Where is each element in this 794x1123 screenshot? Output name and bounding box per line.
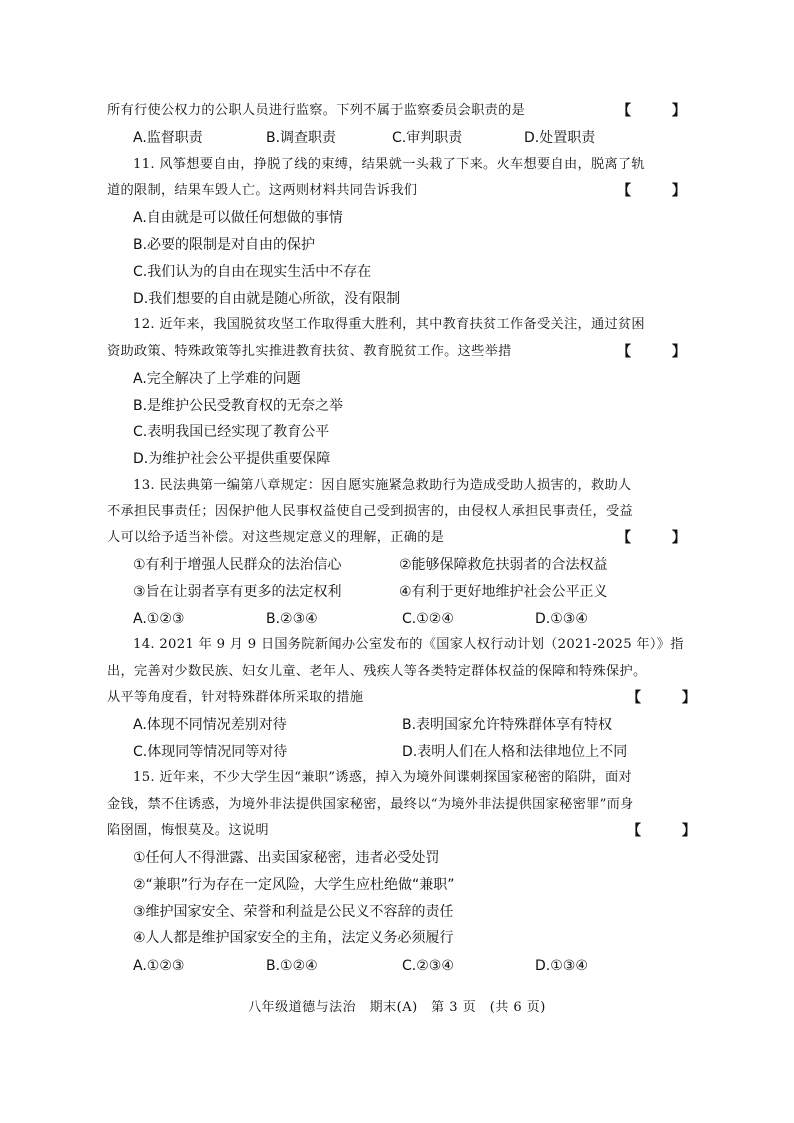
q11-option-b: B.必要的限制是对自由的保护 bbox=[133, 237, 316, 253]
q15-stem-line-1: 15. 近年来，不少大学生因“兼职”诱惑，掉入为境外间谍刺探国家秘密的陷阱，面对 bbox=[133, 770, 633, 785]
q12-option-b: B.是维护公民受教育权的无奈之举 bbox=[133, 398, 344, 414]
q15-stem-line-3: 陷囹圄，悔恨莫及。这说明 bbox=[107, 823, 269, 838]
q10-option-b: B.调查职责 bbox=[266, 130, 337, 146]
q12-answer-bracket: 【 】 bbox=[617, 344, 704, 360]
q14-stem-line-1: 14. 2021 年 9 月 9 日国务院新闻办公室发布的《国家人权行动计划（2021-2025 年）》指 bbox=[133, 637, 684, 652]
q14-answer-bracket: 【 】 bbox=[627, 690, 714, 706]
q13-stem-line-3: 人可以给予适当补偿。对这些规定意义的理解，正确的是 bbox=[107, 530, 445, 545]
q12-stem-line-2: 资助政策、特殊政策等扎实推进教育扶贫、教育脱贫工作。这些举措 bbox=[107, 344, 512, 359]
q15-statement-2: ②“兼职”行为存在一定风险，大学生应杜绝做“兼职” bbox=[133, 877, 455, 893]
q10-option-a: A.监督职责 bbox=[133, 130, 203, 146]
q11-stem-line-2: 道的限制，结果车毁人亡。这两则材料共同告诉我们 bbox=[107, 183, 418, 198]
q13-stem-line-1: 13. 民法典第一编第八章规定：因自愿实施紧急救助行为造成受助人损害的，救助人 bbox=[133, 478, 632, 493]
q14-option-c: C.体现同等情况同等对待 bbox=[133, 744, 288, 760]
q15-statement-1: ①任何人不得泄露、出卖国家秘密，违者必受处罚 bbox=[133, 850, 440, 866]
q15-option-b: B.①②④ bbox=[266, 958, 318, 974]
q13-statement-1: ①有利于增强人民群众的法治信心 bbox=[133, 557, 342, 573]
page-footer: 八年级道德与法治 期末(A) 第 3 页 (共 6 页) bbox=[248, 1000, 546, 1015]
q12-option-c: C.表明我国已经实现了教育公平 bbox=[133, 424, 330, 440]
q11-option-d: D.我们想要的自由就是随心所欲，没有限制 bbox=[133, 291, 401, 307]
q12-option-a: A.完全解决了上学难的问题 bbox=[133, 371, 301, 387]
q15-option-a: A.①②③ bbox=[133, 958, 185, 974]
q13-statement-2: ②能够保障救危扶弱者的合法权益 bbox=[399, 557, 608, 573]
q12-stem-line-1: 12. 近年来，我国脱贫攻坚工作取得重大胜利，其中教育扶贫工作备受关注，通过贫困 bbox=[133, 317, 645, 332]
q12-option-d: D.为维护社会公平提供重要保障 bbox=[133, 451, 331, 467]
q10-option-c: C.审判职责 bbox=[392, 130, 463, 146]
q13-option-b: B.②③④ bbox=[266, 611, 318, 627]
q13-option-d: D.①③④ bbox=[535, 611, 588, 627]
q13-option-a: A.①②③ bbox=[133, 611, 185, 627]
q15-statement-3: ③维护国家安全、荣誉和利益是公民义不容辞的责任 bbox=[133, 904, 454, 920]
q14-stem-line-2: 出，完善对少数民族、妇女儿童、老年人、残疾人等各类特定群体权益的保障和特殊保护。 bbox=[107, 664, 647, 679]
q10-answer-bracket: 【 】 bbox=[617, 103, 704, 119]
q11-answer-bracket: 【 】 bbox=[617, 183, 704, 199]
q14-option-a: A.体现不同情况差别对待 bbox=[133, 717, 287, 733]
q13-statement-4: ④有利于更好地维护社会公平正义 bbox=[399, 584, 608, 600]
q13-answer-bracket: 【 】 bbox=[617, 530, 704, 546]
q15-statement-4: ④人人都是维护国家安全的主角，法定义务必须履行 bbox=[133, 930, 454, 946]
q14-option-b: B.表明国家允许特殊群体享有特权 bbox=[402, 717, 613, 733]
q15-stem-line-2: 金钱，禁不住诱惑，为境外非法提供国家秘密，最终以“为境外非法提供国家秘密罪”而身 bbox=[107, 797, 634, 812]
q14-option-d: D.表明人们在人格和法律地位上不同 bbox=[402, 744, 628, 760]
q10-stem: 所有行使公权力的公职人员进行监察。下列不属于监察委员会职责的是 bbox=[107, 103, 526, 118]
q13-option-c: C.①②④ bbox=[402, 611, 454, 627]
q15-option-d: D.①③④ bbox=[535, 958, 588, 974]
q15-answer-bracket: 【 】 bbox=[627, 823, 714, 839]
q15-option-c: C.②③④ bbox=[402, 958, 454, 974]
q11-stem-line-1: 11. 风筝想要自由，挣脱了线的束缚，结果就一头栽了下来。火车想要自由，脱离了轨 bbox=[133, 157, 645, 172]
q11-option-a: A.自由就是可以做任何想做的事情 bbox=[133, 210, 343, 226]
q13-stem-line-2: 不承担民事责任；因保护他人民事权益使自己受到损害的，由侵权人承担民事责任，受益 bbox=[107, 504, 634, 519]
q14-stem-line-3: 从平等角度看，针对特殊群体所采取的措施 bbox=[107, 690, 364, 705]
q13-statement-3: ③旨在让弱者享有更多的法定权利 bbox=[133, 584, 342, 600]
q11-option-c: C.我们认为的自由在现实生活中不存在 bbox=[133, 264, 372, 280]
q10-option-d: D.处置职责 bbox=[524, 130, 596, 146]
